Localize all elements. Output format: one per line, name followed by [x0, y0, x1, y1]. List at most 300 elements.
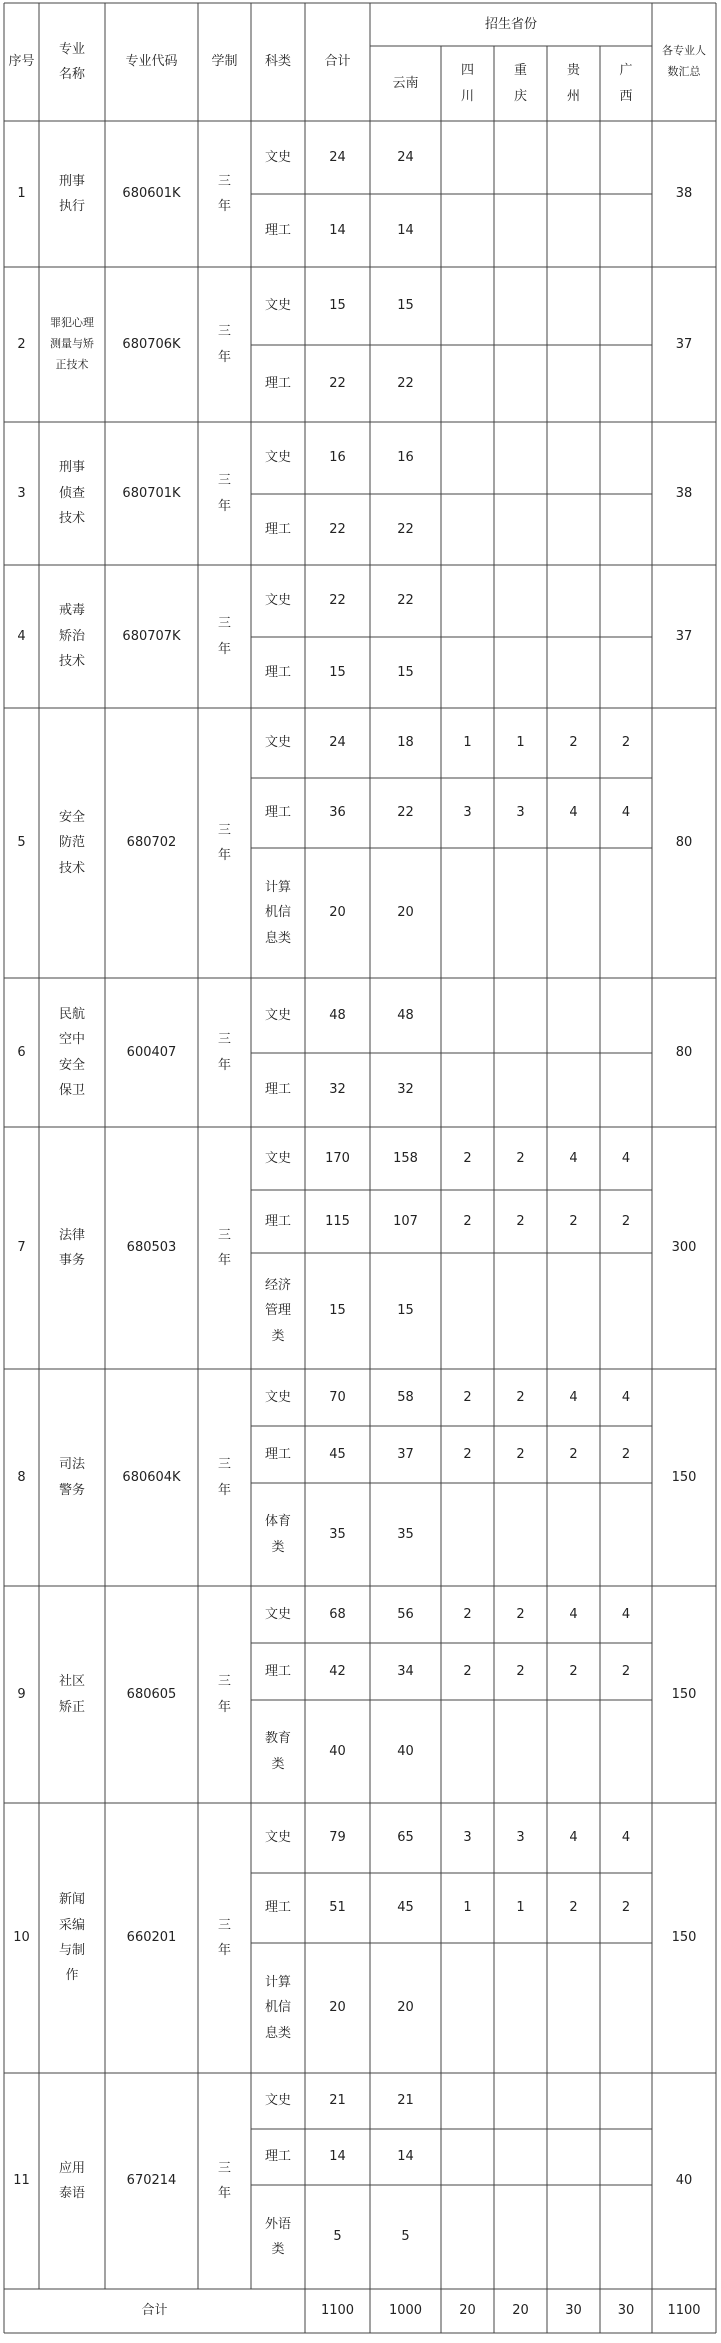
- province-count: [494, 121, 547, 194]
- major-seq: [4, 1127, 39, 1369]
- footer-province: [370, 2289, 441, 2333]
- row-total-text: 21: [329, 2093, 346, 2109]
- major-seq-text: 3: [17, 485, 26, 501]
- category-label-text: 理工: [264, 1213, 291, 1229]
- province-count-text: 20: [397, 905, 414, 921]
- province-count: [494, 1127, 547, 1190]
- province-count: [370, 1873, 441, 1943]
- row-total-text: 20: [329, 905, 346, 921]
- province-count: [494, 1053, 547, 1127]
- category-label-text: 理工: [264, 1663, 291, 1679]
- province-count: [600, 1803, 652, 1873]
- category-label-text: 文史: [264, 735, 291, 751]
- category-label: [251, 1873, 305, 1943]
- major-code: [105, 1586, 198, 1803]
- header-province-group-text: 招生省份: [484, 16, 537, 32]
- major-seq: [4, 1586, 39, 1803]
- province-count: [547, 1127, 600, 1190]
- province-count-text: 4: [569, 1150, 578, 1166]
- province-count: [494, 1700, 547, 1803]
- province-count-text: 2: [516, 1213, 525, 1229]
- footer-total: [305, 2289, 370, 2333]
- row-total: [305, 345, 370, 422]
- province-count: [370, 1700, 441, 1803]
- major-code: [105, 121, 198, 267]
- category-label-text: 理工: [264, 1446, 291, 1462]
- province-count: [600, 1643, 652, 1700]
- province-count: [370, 1369, 441, 1426]
- province-count: [370, 565, 441, 637]
- major-duration-text: 三年: [217, 1674, 231, 1715]
- province-count: [600, 1943, 652, 2073]
- major-seq-text: 8: [17, 1469, 26, 1485]
- province-count: [441, 1190, 494, 1253]
- province-count: [370, 1803, 441, 1873]
- province-count: [441, 1426, 494, 1483]
- province-count-text: 32: [397, 1082, 414, 1098]
- province-count: [494, 1643, 547, 1700]
- major-code-text: 680604K: [122, 1469, 181, 1485]
- category-label: [251, 267, 305, 345]
- category-label: [251, 565, 305, 637]
- footer-province: [600, 2289, 652, 2333]
- province-count: [600, 1369, 652, 1426]
- province-count: [494, 1369, 547, 1426]
- province-count-text: 2: [463, 1663, 472, 1679]
- province-count-text: 2: [569, 1663, 578, 1679]
- category-label-text: 文史: [264, 593, 291, 609]
- province-count: [600, 194, 652, 267]
- row-total: [305, 565, 370, 637]
- category-label-text: 理工: [264, 222, 291, 238]
- province-count: [494, 2073, 547, 2129]
- major-name-text: 刑事执行: [58, 173, 85, 214]
- major-duration: [198, 978, 251, 1127]
- province-count: [494, 565, 547, 637]
- major-seq: [4, 1369, 39, 1586]
- category-label-text: 计算机信息类: [264, 1974, 291, 2041]
- row-total: [305, 978, 370, 1053]
- province-count-text: 2: [516, 1446, 525, 1462]
- row-total: [305, 1053, 370, 1127]
- province-count: [494, 1253, 547, 1369]
- row-total-text: 14: [329, 222, 346, 238]
- header-duration-text: 学制: [211, 54, 238, 70]
- category-label-text: 文史: [264, 1150, 291, 1166]
- major-name: [39, 267, 105, 422]
- row-total-text: 170: [325, 1150, 350, 1166]
- major-duration: [198, 422, 251, 565]
- major-duration: [198, 1803, 251, 2073]
- province-count: [370, 1190, 441, 1253]
- province-count: [600, 422, 652, 494]
- province-count-text: 18: [397, 735, 414, 751]
- major-code-text: 680601K: [122, 186, 181, 202]
- province-count-text: 5: [401, 2229, 410, 2245]
- province-count: [370, 1426, 441, 1483]
- province-count-text: 2: [621, 1213, 631, 1229]
- major-code-text: 600407: [126, 1044, 177, 1060]
- major-name-text: 应用泰语: [58, 2160, 85, 2201]
- row-total: [305, 1483, 370, 1586]
- major-summary: [652, 1369, 716, 1586]
- category-label-text: 计算机信息类: [264, 879, 291, 946]
- province-count-text: 56: [397, 1606, 414, 1622]
- province-count-text: 3: [516, 1830, 525, 1846]
- province-count-text: 14: [397, 2149, 414, 2165]
- row-total: [305, 422, 370, 494]
- province-count-text: 2: [621, 1663, 631, 1679]
- province-count-text: 2: [621, 735, 631, 751]
- header-province: [441, 46, 494, 121]
- province-count: [494, 194, 547, 267]
- province-count-text: 3: [463, 805, 472, 821]
- category-label-text: 外语类: [264, 2216, 291, 2257]
- row-total-text: 35: [329, 1526, 346, 1542]
- province-count: [547, 1643, 600, 1700]
- province-count: [441, 1369, 494, 1426]
- province-count: [441, 1483, 494, 1586]
- category-label: [251, 1643, 305, 1700]
- province-count: [441, 1253, 494, 1369]
- major-code: [105, 978, 198, 1127]
- row-total: [305, 1643, 370, 1700]
- major-summary-text: 150: [671, 1686, 697, 1702]
- province-count: [547, 1943, 600, 2073]
- province-count: [547, 1586, 600, 1643]
- province-count: [494, 2129, 547, 2185]
- province-count: [600, 778, 652, 848]
- province-count: [494, 778, 547, 848]
- major-name: [39, 1369, 105, 1586]
- category-label: [251, 1426, 305, 1483]
- province-count: [441, 708, 494, 778]
- major-code: [105, 267, 198, 422]
- province-count: [600, 2129, 652, 2185]
- province-count: [370, 848, 441, 978]
- province-count: [600, 637, 652, 708]
- row-total-text: 22: [329, 375, 346, 391]
- province-count: [547, 1253, 600, 1369]
- major-name: [39, 2073, 105, 2289]
- province-count: [441, 267, 494, 345]
- row-total: [305, 1803, 370, 1873]
- province-count-text: 4: [621, 1389, 631, 1405]
- province-count-text: 4: [621, 1606, 631, 1622]
- province-count-text: 4: [621, 1830, 631, 1846]
- header-category: [251, 3, 305, 121]
- major-name: [39, 1586, 105, 1803]
- category-label: [251, 1803, 305, 1873]
- province-count: [547, 978, 600, 1053]
- major-code: [105, 422, 198, 565]
- major-code: [105, 2073, 198, 2289]
- province-count: [441, 1127, 494, 1190]
- province-count-text: 2: [463, 1213, 472, 1229]
- major-duration-text: 三年: [217, 1457, 231, 1498]
- row-total: [305, 1586, 370, 1643]
- footer-label-text: 合计: [141, 2303, 168, 2319]
- province-count: [370, 1943, 441, 2073]
- major-duration-text: 三年: [217, 1227, 231, 1268]
- major-seq-text: 7: [17, 1240, 26, 1256]
- province-count-text: 4: [569, 1389, 578, 1405]
- province-count-text: 107: [393, 1213, 418, 1229]
- row-total-text: 5: [333, 2229, 342, 2245]
- province-count: [547, 2073, 600, 2129]
- province-count-text: 1: [516, 735, 525, 751]
- province-count: [441, 345, 494, 422]
- major-code-text: 680707K: [122, 628, 181, 644]
- province-count: [441, 565, 494, 637]
- province-count: [547, 2185, 600, 2289]
- category-label-text: 理工: [264, 521, 291, 537]
- province-count-text: 14: [397, 222, 414, 238]
- province-count: [370, 494, 441, 565]
- category-label-text: 文史: [264, 450, 291, 466]
- major-summary: [652, 121, 716, 267]
- category-label-text: 文史: [264, 2093, 291, 2109]
- row-total-text: 15: [329, 1303, 346, 1319]
- footer-summary: [652, 2289, 716, 2333]
- province-count: [494, 2185, 547, 2289]
- province-count-text: 2: [516, 1389, 525, 1405]
- row-total: [305, 2129, 370, 2185]
- province-count-text: 2: [569, 1900, 578, 1916]
- row-total: [305, 121, 370, 194]
- major-code-text: 680701K: [122, 485, 181, 501]
- province-count-text: 4: [621, 1150, 631, 1166]
- row-total: [305, 2073, 370, 2129]
- province-count: [494, 267, 547, 345]
- province-count-text: 24: [397, 149, 414, 165]
- province-count-text: 15: [397, 664, 414, 680]
- row-total-text: 48: [329, 1007, 346, 1023]
- major-summary-text: 37: [675, 336, 693, 352]
- province-count-text: 2: [621, 1900, 631, 1916]
- province-count-text: 22: [397, 593, 414, 609]
- major-name: [39, 978, 105, 1127]
- row-total-text: 36: [329, 805, 346, 821]
- province-count-text: 37: [397, 1446, 414, 1462]
- major-summary: [652, 708, 716, 978]
- province-count: [370, 2073, 441, 2129]
- province-count: [370, 708, 441, 778]
- footer-label: [4, 2289, 305, 2333]
- category-label: [251, 422, 305, 494]
- province-count: [370, 2129, 441, 2185]
- major-summary: [652, 1127, 716, 1369]
- province-count: [494, 1943, 547, 2073]
- province-count: [547, 422, 600, 494]
- header-province: [494, 46, 547, 121]
- province-count: [547, 1426, 600, 1483]
- province-count: [441, 2073, 494, 2129]
- province-count: [494, 422, 547, 494]
- province-count-text: 22: [397, 805, 414, 821]
- province-count: [370, 194, 441, 267]
- major-name: [39, 422, 105, 565]
- category-label-text: 经济管理类: [264, 1277, 291, 1344]
- province-count: [494, 637, 547, 708]
- major-seq: [4, 708, 39, 978]
- province-count-text: 4: [621, 805, 631, 821]
- province-count: [600, 1483, 652, 1586]
- major-summary-text: 40: [675, 2173, 693, 2189]
- major-summary-text: 80: [675, 835, 693, 851]
- province-count: [547, 1700, 600, 1803]
- major-code: [105, 565, 198, 708]
- header-province: [547, 46, 600, 121]
- header-name: [39, 3, 105, 121]
- footer-total-text: 1100: [320, 2303, 355, 2319]
- province-count: [441, 848, 494, 978]
- header-province: [370, 46, 441, 121]
- province-count: [441, 637, 494, 708]
- major-summary-text: 80: [675, 1044, 693, 1060]
- province-count: [370, 1483, 441, 1586]
- province-count: [600, 1253, 652, 1369]
- province-count: [370, 121, 441, 194]
- major-seq-text: 2: [17, 336, 26, 352]
- province-count: [370, 1586, 441, 1643]
- province-count: [547, 1483, 600, 1586]
- major-summary: [652, 1586, 716, 1803]
- row-total-text: 45: [329, 1446, 346, 1462]
- province-count-text: 35: [397, 1526, 414, 1542]
- province-count: [494, 345, 547, 422]
- category-label: [251, 978, 305, 1053]
- category-label: [251, 1190, 305, 1253]
- row-total-text: 42: [329, 1663, 346, 1679]
- major-duration: [198, 1369, 251, 1586]
- row-total-text: 24: [329, 149, 346, 165]
- province-count-text: 58: [397, 1389, 414, 1405]
- province-count-text: 2: [569, 1213, 578, 1229]
- province-count-text: 2: [463, 1446, 472, 1462]
- province-count: [494, 848, 547, 978]
- major-summary: [652, 422, 716, 565]
- province-count: [600, 121, 652, 194]
- province-count: [600, 1127, 652, 1190]
- major-duration: [198, 708, 251, 978]
- province-count: [600, 1700, 652, 1803]
- province-count: [547, 494, 600, 565]
- province-count-text: 2: [569, 735, 578, 751]
- province-count-text: 20: [397, 2000, 414, 2016]
- major-seq-text: 6: [17, 1044, 26, 1060]
- province-count: [547, 267, 600, 345]
- province-count-text: 48: [397, 1007, 414, 1023]
- province-count-text: 34: [397, 1663, 414, 1679]
- header-province-text: 重庆: [513, 63, 527, 104]
- header-summary: [652, 3, 716, 121]
- province-count: [600, 1586, 652, 1643]
- major-seq-text: 11: [13, 2173, 30, 2189]
- header-province: [600, 46, 652, 121]
- province-count: [547, 194, 600, 267]
- major-seq: [4, 2073, 39, 2289]
- row-total: [305, 637, 370, 708]
- province-count: [600, 708, 652, 778]
- province-count: [441, 1586, 494, 1643]
- major-name-text: 司法警务: [58, 1457, 85, 1498]
- row-total-text: 115: [325, 1213, 350, 1229]
- province-count-text: 4: [569, 805, 578, 821]
- category-label: [251, 194, 305, 267]
- major-duration-text: 三年: [217, 616, 231, 657]
- category-label: [251, 708, 305, 778]
- province-count: [441, 978, 494, 1053]
- province-count: [370, 1127, 441, 1190]
- major-name-text: 安全防范技术: [58, 809, 85, 876]
- province-count: [441, 2185, 494, 2289]
- province-count: [600, 2073, 652, 2129]
- row-total-text: 24: [329, 735, 346, 751]
- row-total: [305, 708, 370, 778]
- province-count-text: 2: [621, 1446, 631, 1462]
- major-code-text: 660201: [126, 1930, 177, 1946]
- category-label-text: 理工: [264, 805, 291, 821]
- province-count: [441, 1053, 494, 1127]
- header-total: [305, 3, 370, 121]
- header-province-group: [370, 3, 652, 46]
- category-label: [251, 345, 305, 422]
- province-count-text: 22: [397, 375, 414, 391]
- province-count: [370, 267, 441, 345]
- major-duration-text: 三年: [217, 1917, 231, 1958]
- province-count-text: 3: [516, 805, 525, 821]
- province-count: [547, 848, 600, 978]
- major-summary: [652, 565, 716, 708]
- province-count: [600, 494, 652, 565]
- row-total: [305, 778, 370, 848]
- province-count-text: 45: [397, 1900, 414, 1916]
- province-count: [370, 637, 441, 708]
- category-label: [251, 2073, 305, 2129]
- province-count: [600, 1873, 652, 1943]
- major-duration: [198, 2073, 251, 2289]
- major-name: [39, 708, 105, 978]
- province-count: [547, 1053, 600, 1127]
- major-seq-text: 5: [17, 835, 26, 851]
- province-count: [441, 1943, 494, 2073]
- row-total-text: 22: [329, 521, 346, 537]
- major-seq: [4, 121, 39, 267]
- category-label-text: 文史: [264, 298, 291, 314]
- province-count: [494, 1426, 547, 1483]
- major-code-text: 680702: [126, 835, 177, 851]
- category-label-text: 理工: [264, 1900, 291, 1916]
- province-count: [600, 978, 652, 1053]
- row-total: [305, 267, 370, 345]
- major-duration: [198, 121, 251, 267]
- province-count-text: 158: [393, 1150, 418, 1166]
- header-province-text: 广西: [619, 63, 633, 104]
- province-count: [547, 708, 600, 778]
- major-duration-text: 三年: [217, 324, 231, 365]
- category-label-text: 理工: [264, 1082, 291, 1098]
- footer-summary-text: 1100: [667, 2303, 701, 2319]
- row-total: [305, 848, 370, 978]
- category-label-text: 体育类: [264, 1514, 291, 1555]
- major-name: [39, 121, 105, 267]
- major-summary-text: 38: [675, 485, 693, 501]
- province-count: [494, 494, 547, 565]
- row-total: [305, 194, 370, 267]
- category-label: [251, 1483, 305, 1586]
- province-count: [600, 345, 652, 422]
